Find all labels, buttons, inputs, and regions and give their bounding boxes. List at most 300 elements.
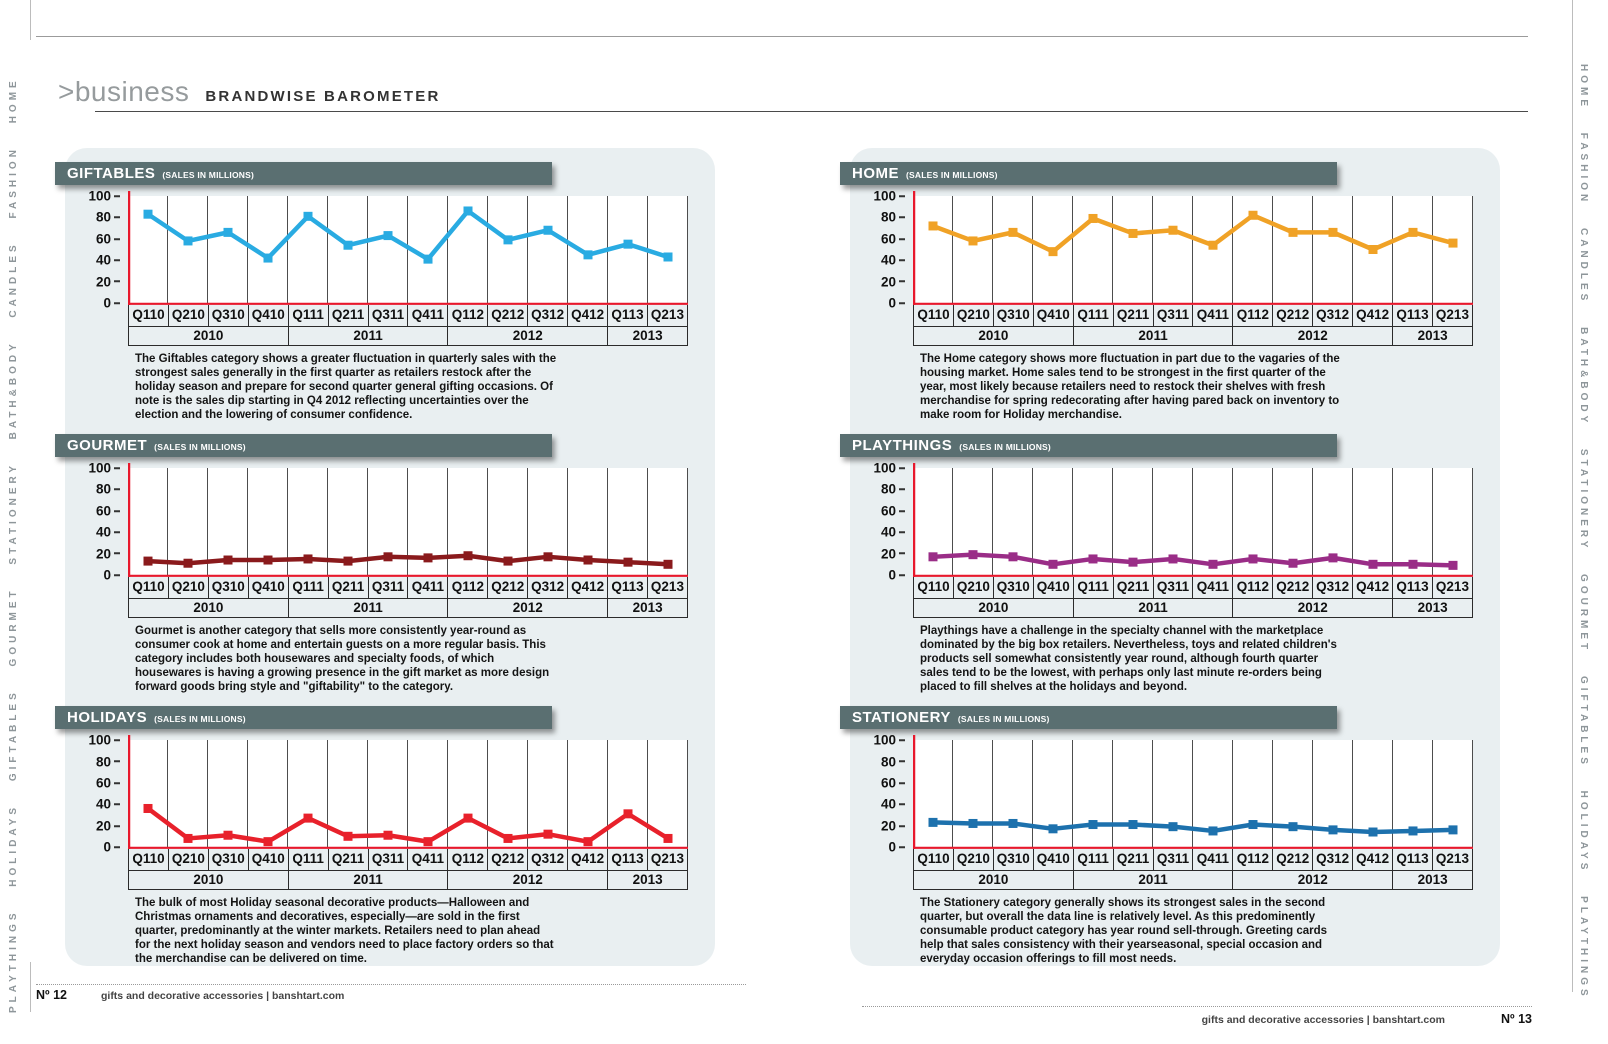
y-axis xyxy=(65,732,128,855)
page-header xyxy=(58,76,441,108)
data-point-marker xyxy=(624,558,633,567)
chart-section-playthings xyxy=(850,434,1500,694)
y-tick-label: 0 xyxy=(103,840,120,854)
section-subtitle: (SALES IN MILLIONS) xyxy=(162,169,255,180)
data-point-marker xyxy=(929,221,938,230)
y-tick-label: 40 xyxy=(96,526,120,540)
data-point-marker xyxy=(1049,560,1058,569)
x-tick-label: Q210 xyxy=(954,577,994,598)
trim-mark xyxy=(30,962,31,1012)
chart-section-holidays xyxy=(65,706,715,966)
y-axis xyxy=(65,460,128,583)
y-tick-label: 40 xyxy=(96,798,120,812)
year-labels xyxy=(913,871,1473,891)
plot-area xyxy=(128,735,688,849)
data-point-marker xyxy=(969,550,978,559)
y-axis xyxy=(850,460,913,583)
y-tick-label: 100 xyxy=(88,733,120,747)
x-tick-label: Q411 xyxy=(408,305,448,326)
data-point-marker xyxy=(1249,211,1258,220)
x-tick-label: Q310 xyxy=(209,305,249,326)
x-tick-label: Q311 xyxy=(369,849,409,870)
data-point-marker xyxy=(1329,228,1338,237)
year-labels xyxy=(128,599,688,619)
section-subtitle: (SALES IN MILLIONS) xyxy=(959,441,1051,452)
chart-description: The Giftables category shows a greater fluctuation in quarterly sales with the strongest sales generally in the first quarter as retailers restock after the holiday season and prepare for second quarter general gifting occasions. Of note is the sales dip starting in Q4 2012 reflecting uncertainties over the election and the lowering of consumer confidence. xyxy=(135,353,557,422)
chart-section-stationery xyxy=(850,706,1500,966)
y-tick-label: 40 xyxy=(881,526,905,540)
data-point-marker xyxy=(464,551,473,560)
x-tick-label: Q210 xyxy=(169,849,209,870)
x-tick-label: Q112 xyxy=(448,577,488,598)
x-tick-label: Q110 xyxy=(129,849,169,870)
year-label: 2013 xyxy=(608,327,688,346)
x-tick-label: Q112 xyxy=(448,849,488,870)
year-label: 2012 xyxy=(1233,327,1393,346)
section-title: GIFTABLES xyxy=(67,165,156,182)
data-point-marker xyxy=(344,557,353,566)
chart-section-home xyxy=(850,162,1500,422)
chart-plot xyxy=(913,191,1473,305)
x-tick-label: Q410 xyxy=(249,305,289,326)
data-point-marker xyxy=(1129,820,1138,829)
x-tick-label: Q312 xyxy=(1313,305,1353,326)
data-point-marker xyxy=(1129,558,1138,567)
x-axis-labels xyxy=(128,305,688,327)
data-point-marker xyxy=(424,553,433,562)
trim-mark xyxy=(30,0,31,40)
sidebar-vertical-text-right: HOME FASHION CANDLES BATH&BODY STATIONERY GOURMET GIFTABLES HOLIDAYS PLAYTHINGS xyxy=(1578,64,1589,1000)
y-tick-label: 40 xyxy=(881,798,905,812)
data-point-marker xyxy=(1289,559,1298,568)
data-point-marker xyxy=(544,552,553,561)
x-tick-label: Q412 xyxy=(568,849,608,870)
x-tick-label: Q410 xyxy=(249,577,289,598)
x-tick-label: Q112 xyxy=(1233,577,1273,598)
y-tick-label: 40 xyxy=(96,253,120,267)
x-tick-label: Q410 xyxy=(1034,849,1074,870)
year-labels xyxy=(913,327,1473,347)
chart-section-gourmet xyxy=(65,434,715,694)
x-tick-label: Q111 xyxy=(1074,849,1114,870)
x-tick-label: Q411 xyxy=(408,577,448,598)
plot-area xyxy=(128,463,688,577)
chart-plot xyxy=(128,191,688,305)
section-subtitle: (SALES IN MILLIONS) xyxy=(906,169,998,180)
year-label: 2013 xyxy=(1393,871,1473,890)
data-point-marker xyxy=(1089,820,1098,829)
footer-left xyxy=(36,988,344,1002)
data-point-marker xyxy=(1369,245,1378,254)
x-axis-labels xyxy=(913,577,1473,599)
y-tick-label: 20 xyxy=(881,819,905,833)
x-tick-label: Q110 xyxy=(129,577,169,598)
year-labels xyxy=(128,871,688,891)
year-label: 2012 xyxy=(448,327,608,346)
top-divider xyxy=(36,36,1528,37)
data-point-marker xyxy=(1449,561,1458,570)
x-tick-label: Q212 xyxy=(488,577,528,598)
x-tick-label: Q213 xyxy=(1433,577,1473,598)
data-point-marker xyxy=(969,819,978,828)
data-point-marker xyxy=(584,837,593,846)
chart-section-giftables xyxy=(65,162,715,422)
x-tick-label: Q213 xyxy=(1433,305,1473,326)
x-tick-label: Q412 xyxy=(1353,305,1393,326)
footer-text: gifts and decorative accessories | banshtart.com xyxy=(100,990,345,1002)
y-tick-label: 20 xyxy=(96,819,120,833)
data-point-marker xyxy=(929,552,938,561)
y-tick-label: 100 xyxy=(873,189,905,203)
plot-area xyxy=(913,463,1473,577)
x-tick-label: Q210 xyxy=(954,849,994,870)
chart-area xyxy=(850,460,1500,583)
data-point-marker xyxy=(1249,555,1258,564)
data-point-marker xyxy=(1009,819,1018,828)
x-tick-label: Q212 xyxy=(488,305,528,326)
data-point-marker xyxy=(584,250,593,259)
data-point-marker xyxy=(184,559,193,568)
data-point-marker xyxy=(1209,241,1218,250)
data-point-marker xyxy=(1289,822,1298,831)
x-tick-label: Q310 xyxy=(994,577,1034,598)
x-axis-labels xyxy=(128,849,688,871)
section-title: PLAYTHINGS xyxy=(852,437,953,455)
footer-right xyxy=(862,1012,1532,1026)
chart-description: Gourmet is another category that sells more consistently year-round as consumer cook at home and entertain guests on a more regular basis. This category includes both housewares and specialty foods, of which housewares is having a growing presence in the gift market as more design forward goods bring style and "giftability" to the category. xyxy=(135,625,550,694)
year-label: 2012 xyxy=(448,871,608,890)
data-point-marker xyxy=(144,804,153,813)
data-point-marker xyxy=(504,557,513,566)
data-point-marker xyxy=(1329,553,1338,562)
x-tick-label: Q411 xyxy=(1193,577,1233,598)
x-tick-label: Q211 xyxy=(1114,305,1154,326)
x-tick-label: Q213 xyxy=(648,577,688,598)
data-point-marker xyxy=(344,241,353,250)
page-title: BRANDWISE BAROMETER xyxy=(205,88,441,105)
year-label: 2013 xyxy=(608,871,688,890)
y-tick-label: 80 xyxy=(96,755,120,769)
data-point-marker xyxy=(1089,555,1098,564)
y-tick-label: 40 xyxy=(881,253,905,267)
y-tick-label: 60 xyxy=(881,504,905,518)
x-tick-label: Q212 xyxy=(488,849,528,870)
year-label: 2010 xyxy=(914,871,1074,890)
year-label: 2010 xyxy=(129,599,289,618)
x-tick-label: Q210 xyxy=(169,577,209,598)
x-tick-label: Q212 xyxy=(1273,305,1313,326)
year-label: 2011 xyxy=(289,599,449,618)
year-labels xyxy=(128,327,688,347)
plot-area xyxy=(913,191,1473,305)
data-point-marker xyxy=(384,552,393,561)
x-tick-label: Q213 xyxy=(648,849,688,870)
year-label: 2011 xyxy=(1074,599,1234,618)
data-point-marker xyxy=(504,834,513,843)
y-tick-label: 20 xyxy=(881,547,905,561)
data-point-marker xyxy=(144,210,153,219)
x-axis-labels xyxy=(128,577,688,599)
x-tick-label: Q113 xyxy=(1393,849,1433,870)
y-tick-label: 60 xyxy=(96,504,120,518)
x-tick-label: Q113 xyxy=(608,849,648,870)
x-tick-label: Q110 xyxy=(129,305,169,326)
plot-area xyxy=(913,735,1473,849)
year-label: 2013 xyxy=(1393,599,1473,618)
x-tick-label: Q113 xyxy=(608,305,648,326)
chart-plot xyxy=(913,735,1473,849)
page-number: Nº 13 xyxy=(1501,1012,1532,1026)
trim-mark xyxy=(1572,0,1573,992)
data-point-marker xyxy=(929,818,938,827)
data-point-marker xyxy=(224,831,233,840)
section-header xyxy=(840,162,1337,185)
x-tick-label: Q311 xyxy=(369,577,409,598)
x-tick-label: Q311 xyxy=(369,305,409,326)
chart-description: The Home category shows more fluctuation in part due to the vagaries of the housing market. Home sales tend to be strongest in the first quarter of the year, most likely because retailers need to restock their shelves with fresh merchandise for spring redecorating after having pared back on inventory to make room for Holiday merchandise. xyxy=(920,353,1340,422)
section-subtitle: (SALES IN MILLIONS) xyxy=(957,713,1050,724)
chart-area xyxy=(65,732,715,855)
section-title: GOURMET xyxy=(67,437,148,455)
data-point-marker xyxy=(1169,226,1178,235)
y-tick-label: 80 xyxy=(881,483,905,497)
x-tick-label: Q410 xyxy=(1034,305,1074,326)
section-header xyxy=(840,706,1337,729)
section-title: HOME xyxy=(852,165,899,182)
section-header xyxy=(55,162,552,185)
data-point-marker xyxy=(184,236,193,245)
y-tick-label: 100 xyxy=(873,461,905,475)
x-tick-label: Q111 xyxy=(289,577,329,598)
year-label: 2010 xyxy=(914,327,1074,346)
x-tick-label: Q311 xyxy=(1154,305,1194,326)
data-point-marker xyxy=(304,555,313,564)
page-number: Nº 12 xyxy=(36,988,67,1002)
data-point-marker xyxy=(1169,822,1178,831)
y-axis xyxy=(850,188,913,311)
year-label: 2010 xyxy=(129,327,289,346)
y-tick-label: 0 xyxy=(103,568,120,582)
x-tick-label: Q211 xyxy=(329,577,369,598)
data-point-marker xyxy=(1049,247,1058,256)
data-point-marker xyxy=(1129,229,1138,238)
y-tick-label: 60 xyxy=(96,232,120,246)
data-point-marker xyxy=(1169,555,1178,564)
x-tick-label: Q110 xyxy=(914,849,954,870)
year-label: 2010 xyxy=(914,599,1074,618)
data-point-marker xyxy=(1449,826,1458,835)
y-tick-label: 100 xyxy=(88,189,120,203)
x-axis-labels xyxy=(913,849,1473,871)
x-tick-label: Q211 xyxy=(1114,849,1154,870)
data-point-marker xyxy=(304,814,313,823)
chart-plot xyxy=(128,463,688,577)
y-tick-label: 0 xyxy=(888,568,905,582)
x-tick-label: Q312 xyxy=(1313,577,1353,598)
x-tick-label: Q412 xyxy=(1353,849,1393,870)
chart-area xyxy=(850,732,1500,855)
chart-area xyxy=(65,188,715,311)
data-point-marker xyxy=(504,235,513,244)
y-tick-label: 0 xyxy=(888,296,905,310)
data-point-marker xyxy=(544,226,553,235)
chart-area xyxy=(850,188,1500,311)
footer-divider-left xyxy=(36,984,746,985)
x-tick-label: Q113 xyxy=(1393,305,1433,326)
section-subtitle: (SALES IN MILLIONS) xyxy=(154,441,246,452)
y-tick-label: 0 xyxy=(888,840,905,854)
year-label: 2012 xyxy=(1233,599,1393,618)
x-tick-label: Q310 xyxy=(209,849,249,870)
chart-plot xyxy=(128,735,688,849)
x-tick-label: Q111 xyxy=(289,305,329,326)
year-label: 2011 xyxy=(289,327,449,346)
y-tick-label: 100 xyxy=(88,461,120,475)
y-tick-label: 80 xyxy=(96,211,120,225)
x-tick-label: Q113 xyxy=(608,577,648,598)
x-tick-label: Q412 xyxy=(568,577,608,598)
x-tick-label: Q111 xyxy=(289,849,329,870)
data-point-marker xyxy=(224,228,233,237)
year-label: 2011 xyxy=(1074,327,1234,346)
footer-divider-right xyxy=(862,1006,1532,1007)
x-tick-label: Q110 xyxy=(914,305,954,326)
section-header xyxy=(840,434,1337,457)
section-title: HOLIDAYS xyxy=(67,709,148,727)
x-tick-label: Q312 xyxy=(1313,849,1353,870)
x-tick-label: Q112 xyxy=(1233,849,1273,870)
section-subtitle: (SALES IN MILLIONS) xyxy=(154,713,246,724)
data-point-marker xyxy=(969,236,978,245)
y-tick-label: 0 xyxy=(103,296,120,310)
x-tick-label: Q211 xyxy=(1114,577,1154,598)
data-point-marker xyxy=(584,556,593,565)
data-point-marker xyxy=(1089,214,1098,223)
data-point-marker xyxy=(264,837,273,846)
x-tick-label: Q113 xyxy=(1393,577,1433,598)
x-tick-label: Q310 xyxy=(209,577,249,598)
x-tick-label: Q112 xyxy=(448,305,488,326)
data-point-marker xyxy=(264,556,273,565)
data-point-marker xyxy=(1369,828,1378,837)
data-point-marker xyxy=(304,212,313,221)
data-point-marker xyxy=(264,254,273,263)
x-tick-label: Q210 xyxy=(954,305,994,326)
x-tick-label: Q312 xyxy=(528,577,568,598)
y-axis xyxy=(65,188,128,311)
x-tick-label: Q111 xyxy=(1074,577,1114,598)
y-tick-label: 60 xyxy=(881,776,905,790)
x-tick-label: Q210 xyxy=(169,305,209,326)
x-tick-label: Q110 xyxy=(914,577,954,598)
data-point-marker xyxy=(464,814,473,823)
data-point-marker xyxy=(224,556,233,565)
x-tick-label: Q412 xyxy=(1353,577,1393,598)
year-label: 2011 xyxy=(289,871,449,890)
data-point-marker xyxy=(1369,560,1378,569)
data-point-marker xyxy=(184,834,193,843)
chart-description: Playthings have a challenge in the specialty channel with the marketplace dominated by the big box retailers. Nevertheless, toys and related children's products sell somewhat consistently year round, although fourth quarter sales tend to be the lowest, with perhaps only last minute re-orders being placed to fill shelves at the holidays and beyond. xyxy=(920,625,1337,694)
header-divider xyxy=(95,111,1528,112)
year-label: 2013 xyxy=(1393,327,1473,346)
section-label: >business xyxy=(58,76,190,107)
data-point-marker xyxy=(1449,239,1458,248)
data-point-marker xyxy=(624,809,633,818)
chart-description: The Stationery category generally shows its strongest sales in the second quarter, but overall the data line is relatively level. As this predominently consumable product category has year round sell-through. Greeting cards help that sales consistency with their yearseasonal, special occasion and everyday occasion offerings to fill most needs. xyxy=(920,897,1328,966)
section-header xyxy=(55,706,552,729)
x-tick-label: Q412 xyxy=(568,305,608,326)
data-point-marker xyxy=(1209,560,1218,569)
year-label: 2012 xyxy=(1233,871,1393,890)
y-tick-label: 80 xyxy=(881,211,905,225)
x-tick-label: Q212 xyxy=(1273,577,1313,598)
x-axis-labels xyxy=(913,305,1473,327)
section-title: STATIONERY xyxy=(852,709,951,727)
plot-area xyxy=(128,191,688,305)
data-point-marker xyxy=(424,255,433,264)
x-tick-label: Q311 xyxy=(1154,849,1194,870)
x-tick-label: Q312 xyxy=(528,849,568,870)
x-tick-label: Q213 xyxy=(648,305,688,326)
data-point-marker xyxy=(1329,826,1338,835)
x-tick-label: Q311 xyxy=(1154,577,1194,598)
data-point-marker xyxy=(464,206,473,215)
y-tick-label: 80 xyxy=(96,483,120,497)
data-point-marker xyxy=(144,557,153,566)
year-label: 2012 xyxy=(448,599,608,618)
data-point-marker xyxy=(1409,560,1418,569)
x-tick-label: Q411 xyxy=(1193,849,1233,870)
x-tick-label: Q411 xyxy=(408,849,448,870)
x-tick-label: Q211 xyxy=(329,305,369,326)
x-tick-label: Q410 xyxy=(249,849,289,870)
data-point-marker xyxy=(1409,228,1418,237)
data-point-marker xyxy=(1209,827,1218,836)
chart-plot xyxy=(913,463,1473,577)
y-tick-label: 100 xyxy=(873,733,905,747)
year-label: 2013 xyxy=(608,599,688,618)
data-point-marker xyxy=(1289,228,1298,237)
y-tick-label: 80 xyxy=(881,755,905,769)
chart-area xyxy=(65,460,715,583)
data-point-marker xyxy=(1049,824,1058,833)
data-point-marker xyxy=(344,832,353,841)
x-tick-label: Q112 xyxy=(1233,305,1273,326)
year-labels xyxy=(913,599,1473,619)
y-tick-label: 60 xyxy=(881,232,905,246)
data-point-marker xyxy=(544,830,553,839)
panel-left xyxy=(65,148,715,966)
data-point-marker xyxy=(664,834,673,843)
data-point-marker xyxy=(624,240,633,249)
footer-text: gifts and decorative accessories | banshtart.com xyxy=(1201,1014,1446,1026)
sidebar-vertical-text-left: PLAYTHINGS HOLIDAYS GIFTABLES GOURMET STATIONERY BATH&BODY CANDLES FASHION HOME xyxy=(8,77,19,1013)
data-point-marker xyxy=(1009,228,1018,237)
x-tick-label: Q211 xyxy=(329,849,369,870)
x-tick-label: Q411 xyxy=(1193,305,1233,326)
data-point-marker xyxy=(1249,820,1258,829)
panel-right xyxy=(850,148,1500,966)
x-tick-label: Q410 xyxy=(1034,577,1074,598)
data-point-marker xyxy=(384,831,393,840)
x-tick-label: Q312 xyxy=(528,305,568,326)
y-tick-label: 60 xyxy=(96,776,120,790)
year-label: 2010 xyxy=(129,871,289,890)
section-header xyxy=(55,434,552,457)
data-point-marker xyxy=(424,837,433,846)
data-point-marker xyxy=(664,560,673,569)
x-tick-label: Q213 xyxy=(1433,849,1473,870)
